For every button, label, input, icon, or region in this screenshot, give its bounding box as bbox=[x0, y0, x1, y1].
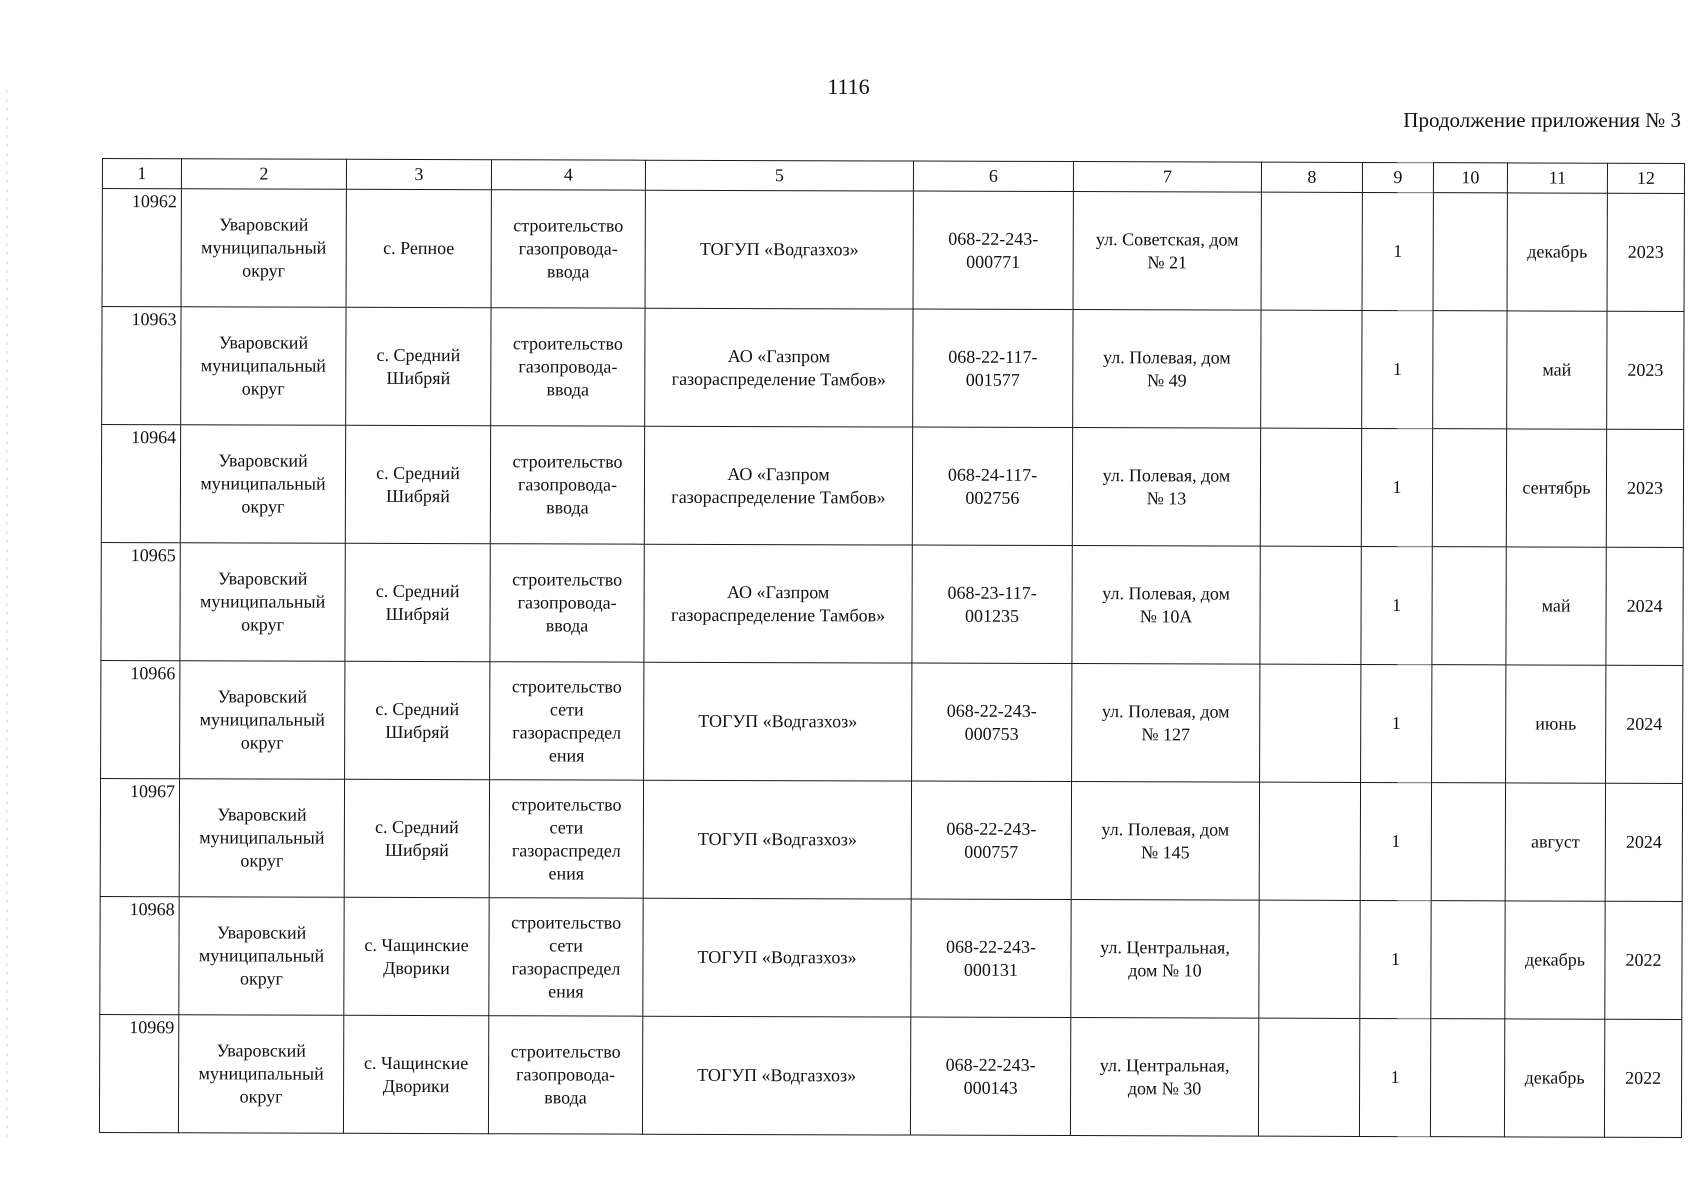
year-cell: 2024 bbox=[1606, 665, 1683, 783]
address-cell: ул. Полевая, дом № 13 bbox=[1072, 428, 1260, 547]
organization-cell: АО «Газпром газораспределение Тамбов» bbox=[644, 426, 912, 545]
address-cell: ул. Полевая, дом № 145 bbox=[1071, 782, 1259, 901]
month-cell: май bbox=[1507, 311, 1607, 429]
column-9-cell: 1 bbox=[1362, 310, 1433, 428]
settlement-cell: с. Средний Шибряй bbox=[346, 307, 491, 425]
work-type-cell: строительство сети газораспредел ения bbox=[490, 662, 644, 780]
code-cell: 068-22-243- 000757 bbox=[911, 781, 1071, 900]
column-9-cell: 1 bbox=[1360, 900, 1431, 1018]
column-header: 10 bbox=[1433, 163, 1507, 193]
table-row bbox=[101, 542, 1683, 665]
month-cell: декабрь bbox=[1505, 901, 1605, 1019]
district-cell: Уваровский муниципальный округ bbox=[181, 189, 346, 308]
organization-cell: ТОГУП «Водгазхоз» bbox=[643, 898, 911, 1017]
work-type-cell: строительство газопровода- ввода bbox=[490, 544, 644, 662]
row-number: 10964 bbox=[101, 425, 180, 543]
month-cell: декабрь bbox=[1507, 193, 1607, 311]
month-cell: август bbox=[1505, 783, 1605, 901]
column-8-cell bbox=[1260, 664, 1361, 782]
column-10-cell bbox=[1430, 1019, 1504, 1137]
district-cell: Уваровский муниципальный округ bbox=[180, 543, 345, 662]
year-cell: 2023 bbox=[1607, 311, 1684, 429]
code-cell: 068-22-243- 000131 bbox=[911, 899, 1071, 1018]
column-8-cell bbox=[1259, 900, 1360, 1018]
column-header: 5 bbox=[645, 160, 913, 191]
column-10-cell bbox=[1431, 783, 1505, 901]
column-9-cell: 1 bbox=[1361, 664, 1432, 782]
row-number: 10963 bbox=[102, 307, 181, 425]
column-8-cell bbox=[1258, 1018, 1359, 1136]
page-number: 1116 bbox=[827, 74, 870, 99]
row-number: 10962 bbox=[102, 189, 181, 307]
column-10-cell bbox=[1432, 547, 1506, 665]
appendix-table bbox=[99, 158, 1685, 1138]
column-8-cell bbox=[1261, 192, 1362, 310]
column-header: 6 bbox=[913, 161, 1073, 192]
district-cell: Уваровский муниципальный округ bbox=[180, 661, 345, 780]
scan-edge-artifact bbox=[6, 90, 8, 1140]
table-row bbox=[102, 189, 1684, 312]
month-cell: май bbox=[1506, 547, 1606, 665]
row-number: 10969 bbox=[99, 1014, 178, 1132]
district-cell: Уваровский муниципальный округ bbox=[181, 307, 346, 426]
column-header: 9 bbox=[1362, 162, 1433, 192]
address-cell: ул. Центральная, дом № 30 bbox=[1070, 1018, 1258, 1137]
column-9-cell: 1 bbox=[1362, 192, 1433, 310]
settlement-cell: с. Чащинские Дворики bbox=[344, 897, 489, 1015]
column-header: 1 bbox=[102, 159, 181, 189]
year-cell: 2023 bbox=[1606, 429, 1683, 547]
column-10-cell bbox=[1433, 311, 1507, 429]
table-row bbox=[101, 660, 1683, 783]
table-row bbox=[101, 425, 1683, 548]
code-cell: 068-22-243- 000753 bbox=[912, 663, 1072, 782]
district-cell: Уваровский муниципальный округ bbox=[178, 1015, 343, 1134]
month-cell: сентябрь bbox=[1506, 429, 1606, 547]
column-8-cell bbox=[1260, 546, 1361, 664]
address-cell: ул. Полевая, дом № 10А bbox=[1072, 546, 1260, 665]
column-10-cell bbox=[1431, 901, 1505, 1019]
settlement-cell: с. Средний Шибряй bbox=[345, 661, 490, 779]
column-8-cell bbox=[1260, 428, 1361, 546]
row-number: 10968 bbox=[100, 896, 179, 1014]
column-header: 8 bbox=[1261, 162, 1362, 192]
address-cell: ул. Полевая, дом № 49 bbox=[1073, 310, 1261, 429]
code-cell: 068-22-243- 000771 bbox=[913, 191, 1073, 310]
column-header: 4 bbox=[491, 160, 645, 190]
column-9-cell: 1 bbox=[1360, 782, 1431, 900]
work-type-cell: строительство газопровода- ввода bbox=[488, 1016, 642, 1134]
table-row bbox=[100, 778, 1682, 901]
column-10-cell bbox=[1432, 429, 1506, 547]
settlement-cell: с. Средний Шибряй bbox=[345, 425, 490, 543]
code-cell: 068-22-117- 001577 bbox=[913, 309, 1073, 428]
settlement-cell: с. Средний Шибряй bbox=[345, 543, 490, 661]
row-number: 10967 bbox=[100, 778, 179, 896]
work-type-cell: строительство газопровода- ввода bbox=[491, 190, 645, 308]
work-type-cell: строительство газопровода- ввода bbox=[490, 426, 644, 544]
organization-cell: ТОГУП «Водгазхоз» bbox=[642, 1016, 910, 1135]
year-cell: 2022 bbox=[1605, 901, 1682, 1019]
column-header: 12 bbox=[1607, 163, 1684, 193]
appendix-continuation-note: Продолжение приложения № 3 bbox=[1403, 108, 1681, 132]
column-8-cell bbox=[1259, 782, 1360, 900]
month-cell: декабрь bbox=[1504, 1019, 1604, 1137]
row-number: 10966 bbox=[101, 660, 180, 778]
organization-cell: ТОГУП «Водгазхоз» bbox=[643, 780, 911, 899]
settlement-cell: с. Чащинские Дворики bbox=[343, 1015, 488, 1133]
address-cell: ул. Центральная, дом № 10 bbox=[1071, 900, 1259, 1019]
column-10-cell bbox=[1432, 665, 1506, 783]
column-9-cell: 1 bbox=[1361, 546, 1432, 664]
column-header: 3 bbox=[346, 159, 491, 189]
column-8-cell bbox=[1261, 310, 1362, 428]
table-row bbox=[99, 1014, 1681, 1137]
district-cell: Уваровский муниципальный округ bbox=[179, 779, 344, 898]
column-number-row bbox=[102, 159, 1684, 194]
column-header: 7 bbox=[1073, 162, 1261, 193]
work-type-cell: строительство сети газораспредел ения bbox=[489, 898, 643, 1016]
work-type-cell: строительство газопровода- ввода bbox=[491, 308, 645, 426]
column-9-cell: 1 bbox=[1361, 428, 1432, 546]
district-cell: Уваровский муниципальный округ bbox=[180, 425, 345, 544]
address-cell: ул. Полевая, дом № 127 bbox=[1072, 664, 1260, 783]
table-row bbox=[100, 896, 1682, 1019]
month-cell: июнь bbox=[1506, 665, 1606, 783]
row-number: 10965 bbox=[101, 542, 180, 660]
year-cell: 2022 bbox=[1604, 1019, 1681, 1137]
column-10-cell bbox=[1433, 193, 1507, 311]
year-cell: 2023 bbox=[1607, 193, 1684, 311]
organization-cell: ТОГУП «Водгазхоз» bbox=[645, 190, 913, 309]
year-cell: 2024 bbox=[1605, 783, 1682, 901]
code-cell: 068-24-117- 002756 bbox=[912, 427, 1072, 546]
district-cell: Уваровский муниципальный округ bbox=[179, 897, 344, 1016]
table-row bbox=[102, 307, 1684, 430]
column-header: 2 bbox=[181, 159, 346, 190]
work-type-cell: строительство сети газораспредел ения bbox=[489, 780, 643, 898]
organization-cell: ТОГУП «Водгазхоз» bbox=[644, 662, 912, 781]
column-header: 11 bbox=[1507, 163, 1607, 193]
column-9-cell: 1 bbox=[1359, 1018, 1430, 1136]
settlement-cell: с. Средний Шибряй bbox=[344, 779, 489, 897]
address-cell: ул. Советская, дом № 21 bbox=[1073, 192, 1261, 311]
code-cell: 068-22-243- 000143 bbox=[910, 1017, 1070, 1136]
organization-cell: АО «Газпром газораспределение Тамбов» bbox=[645, 308, 913, 427]
organization-cell: АО «Газпром газораспределение Тамбов» bbox=[644, 544, 912, 663]
settlement-cell: с. Репное bbox=[346, 189, 491, 307]
year-cell: 2024 bbox=[1606, 547, 1683, 665]
code-cell: 068-23-117- 001235 bbox=[912, 545, 1072, 664]
